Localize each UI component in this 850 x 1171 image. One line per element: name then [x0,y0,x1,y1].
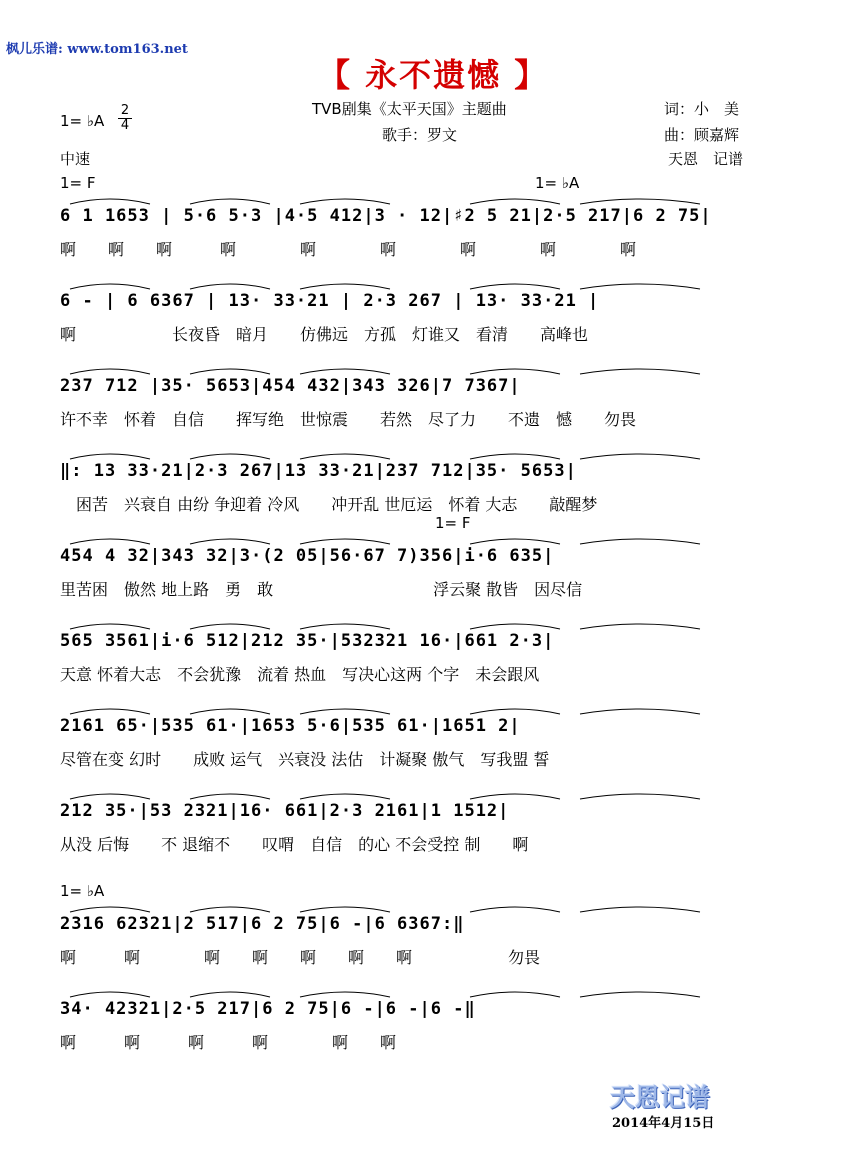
lyricist: 词：小 美 [664,100,740,118]
slur-mark [580,454,700,459]
notation-line: 6 - | 6 6367 | 13· 33·21 | 2·3 267 | 13· 33·21 | [60,291,600,311]
slur-mark [470,199,560,204]
slur-mark [470,907,560,912]
slur-mark [470,454,560,459]
slur-group [0,281,850,301]
slur-mark [190,199,270,204]
slur-group [0,451,850,471]
singer: 歌手：罗文 [382,126,458,144]
slur-mark [470,794,560,799]
slur-group [0,989,850,1009]
slur-mark [190,992,270,997]
song-title: 【 永不遗憾 】 [318,56,549,94]
slur-mark [190,539,270,544]
slur-mark [580,794,700,799]
slur-mark [70,199,150,204]
slur-mark [300,907,390,912]
slur-mark [580,199,700,204]
lyrics-line: 啊 啊 啊 啊 啊 啊 [60,1033,397,1052]
lyrics-line: 困苦 兴衰自 由纷 争迎着 冷风 冲开乱 世厄运 怀着 大志 敲醒梦 [60,495,598,514]
notation-line: 2161 65·|535 61·|1653 5·6|535 61·|1651 2| [60,716,521,736]
site-watermark: 枫儿乐谱: www.tom163.net [6,42,188,57]
lyrics-line: 从没 后悔 不 退缩不 叹喟 自信 的心 不会受控 制 啊 [60,835,529,854]
time-signature [118,104,132,133]
slur-mark [580,539,700,544]
transcriber-stamp: 天恩记谱 [610,1083,711,1112]
lyrics-line: 许不幸 怀着 自信 挥写绝 世惊震 若然 尽了力 不遗 憾 勿畏 [60,410,637,429]
lyrics-line: 里苦困 傲然 地上路 勇 敢 浮云聚 散皆 因尽信 [60,580,583,599]
lyrics-line: 啊 啊 啊 啊 啊 啊 啊 勿畏 [60,948,541,967]
notation-line: 454 4 32|343 32|3·(2 05|56·67 7)356|i·6 635| [60,546,555,566]
slur-group [0,366,850,386]
slur-mark [470,709,560,714]
slur-mark [70,369,150,374]
slur-mark [580,992,700,997]
slur-mark [70,907,150,912]
slur-group [0,791,850,811]
slur-mark [190,794,270,799]
slur-mark [70,454,150,459]
slur-mark [580,709,700,714]
key-change-label: 1= F [60,174,96,192]
slur-mark [300,992,390,997]
slur-mark [300,794,390,799]
notation-line: 212 35·|53 2321|16· 661|2·3 2161|1 1512| [60,801,510,821]
slur-group [0,196,850,216]
slur-mark [580,369,700,374]
slur-group [0,621,850,641]
slur-mark [70,284,150,289]
slur-mark [70,624,150,629]
composer: 曲：顾嘉辉 [664,126,740,144]
subtitle: TVB剧集《太平天国》主题曲 [312,100,507,118]
transcriber: 天恩 记谱 [668,150,744,168]
key-change-label: 1= F [435,514,471,532]
slur-mark [70,992,150,997]
slur-mark [300,624,390,629]
slur-mark [300,539,390,544]
notation-line: 565 3561|i·6 512|212 35·|532321 16·|661 2·3| [60,631,555,651]
slur-mark [300,284,390,289]
slur-mark [300,369,390,374]
lyrics-line: 天意 怀着大志 不会犹豫 流着 热血 写决心这两 个字 未会跟风 [60,665,540,684]
slur-mark [470,992,560,997]
key-change-label: 1= ♭A [535,174,580,192]
slur-mark [70,794,150,799]
tempo: 中速 [60,150,91,168]
slur-mark [190,369,270,374]
lyrics-line: 尽管在变 幻时 成败 运气 兴衰没 法估 计凝聚 傲气 写我盟 誓 [60,750,550,769]
notation-line: 6 1 1653 | 5·6 5·3 |4·5 412|3 · 12|♯2 5 21|2·5 217|6 2 75| [60,206,712,226]
slur-mark [470,624,560,629]
time-signature-top: 2 [120,103,130,118]
slur-mark [470,539,560,544]
notation-line: 2316 62321|2 517|6 2 75|6 -|6 6367:‖ [60,914,465,934]
time-signature-bottom: 4 [118,118,132,133]
slur-mark [300,454,390,459]
slur-mark [470,369,560,374]
slur-mark [190,284,270,289]
lyrics-line: 啊 啊 啊 啊 啊 啊 啊 啊 啊 [60,240,637,259]
slur-group [0,536,850,556]
slur-mark [70,539,150,544]
slur-mark [470,284,560,289]
notation-line: 34· 42321|2·5 217|6 2 75|6 -|6 -|6 -‖ [60,999,476,1019]
slur-mark [580,624,700,629]
slur-mark [190,624,270,629]
slur-group [0,706,850,726]
notation-line: ‖: 13 33·21|2·3 267|13 33·21|237 712|35· 5653| [60,461,577,481]
key-change-label: 1= ♭A [60,882,105,900]
key-signature: 1= ♭A [60,112,105,130]
slur-mark [190,454,270,459]
slur-mark [300,709,390,714]
slur-mark [580,284,700,289]
slur-mark [300,199,390,204]
transcription-date: 2014年4月15日 [612,1116,715,1131]
slur-group [0,904,850,924]
slur-mark [190,907,270,912]
slur-mark [190,709,270,714]
lyrics-line: 啊 长夜昏 暗月 仿佛远 方孤 灯谁又 看清 高峰也 [60,325,589,344]
notation-line: 237 712 |35· 5653|454 432|343 326|7 7367| [60,376,521,396]
slur-mark [70,709,150,714]
slur-mark [580,907,700,912]
